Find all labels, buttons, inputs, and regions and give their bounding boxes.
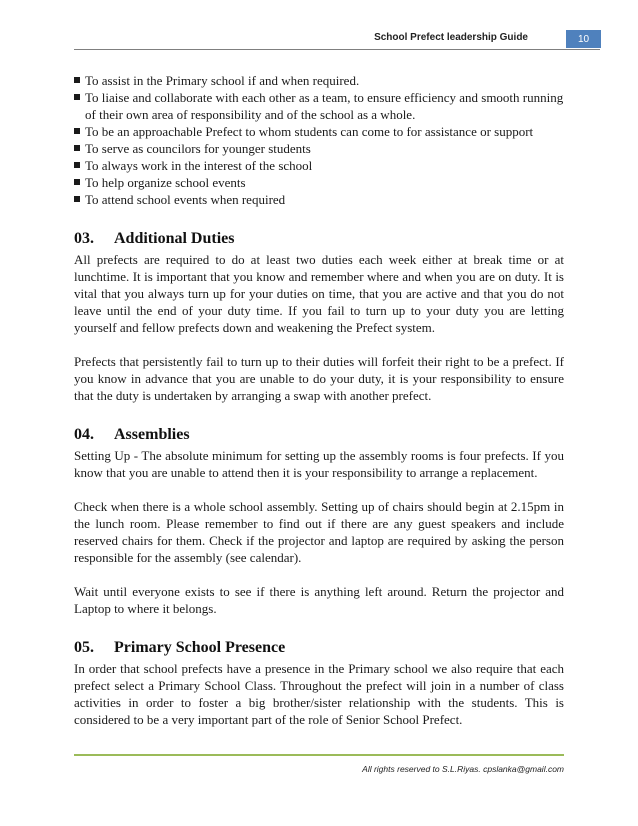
- section-number: 05.: [74, 639, 94, 656]
- duties-bullet-list: [74, 72, 564, 208]
- paragraph: Setting Up - The absolute minimum for setting up the assembly rooms is four prefects. If you know that you are unable to attend then it is your responsibility to arrange a replacement.: [74, 448, 564, 480]
- section-additional-duties: [74, 229, 564, 404]
- header-title: School Prefect leadership Guide: [374, 32, 528, 43]
- paragraph: Wait until everyone exists to see if there is anything left around. Return the projector and Laptop to where it belongs.: [74, 584, 564, 616]
- list-item: To always work in the interest of the school: [74, 157, 564, 174]
- section-heading: [74, 229, 564, 249]
- footer-copyright: All rights reserved to S.L.Riyas. cpslanka@gmail.com: [362, 764, 564, 774]
- section-assemblies: [74, 425, 564, 617]
- list-item: To help organize school events: [74, 174, 564, 191]
- page-header: [0, 30, 638, 50]
- list-item: To be an approachable Prefect to whom students can come to for assistance or support: [74, 123, 564, 140]
- section-title: Primary School Presence: [114, 639, 286, 656]
- paragraph: All prefects are required to do at least two duties each week either at break time or at lunchtime. It is important that you know and remember where and when you are on duty. It is vital that you always turn up for your duties on time, that you are active and that you do not leave until the end of your duty time. If you fail to turn up to your duty you are letting yourself and fellow prefects down and weakening the Prefect system.: [74, 252, 564, 335]
- paragraph: Check when there is a whole school assembly. Setting up of chairs should begin at 2.15pm in the lunch room. Please remember to find out if there are any guest speakers and include reserved chairs for them. Check if the projector and laptop are required by asking the person responsible for the assembly (see calendar).: [74, 499, 564, 565]
- section-number: 04.: [74, 426, 94, 443]
- paragraph: Prefects that persistently fail to turn up to their duties will forfeit their right to be a prefect. If you know in advance that you are unable to do your duty, it is your responsibility to ensure that the duty is undertaken by arranging a swap with another prefect.: [74, 354, 564, 403]
- paragraph: In order that school prefects have a presence in the Primary school we also require that each prefect select a Primary School Class. Throughout the prefect will join in a number of class activities in order to foster a big brother/sister relationship with the students. This is considered to be a very important part of the role of Senior School Prefect.: [74, 661, 564, 727]
- section-title: Assemblies: [114, 426, 190, 443]
- list-item: To serve as councilors for younger students: [74, 140, 564, 157]
- section-title: Additional Duties: [114, 230, 235, 247]
- list-item: To liaise and collaborate with each other as a team, to ensure efficiency and smooth running of their own area of responsibility and of the school as a whole.: [74, 89, 564, 123]
- section-heading: [74, 425, 564, 445]
- footer-divider: [74, 754, 564, 756]
- page-number-badge: 10: [566, 30, 601, 48]
- list-item: To assist in the Primary school if and when required.: [74, 72, 564, 89]
- document-body: [74, 72, 564, 728]
- list-item: To attend school events when required: [74, 191, 564, 208]
- section-number: 03.: [74, 230, 94, 247]
- section-primary-school-presence: [74, 638, 564, 728]
- header-divider: [74, 49, 600, 50]
- section-heading: [74, 638, 564, 658]
